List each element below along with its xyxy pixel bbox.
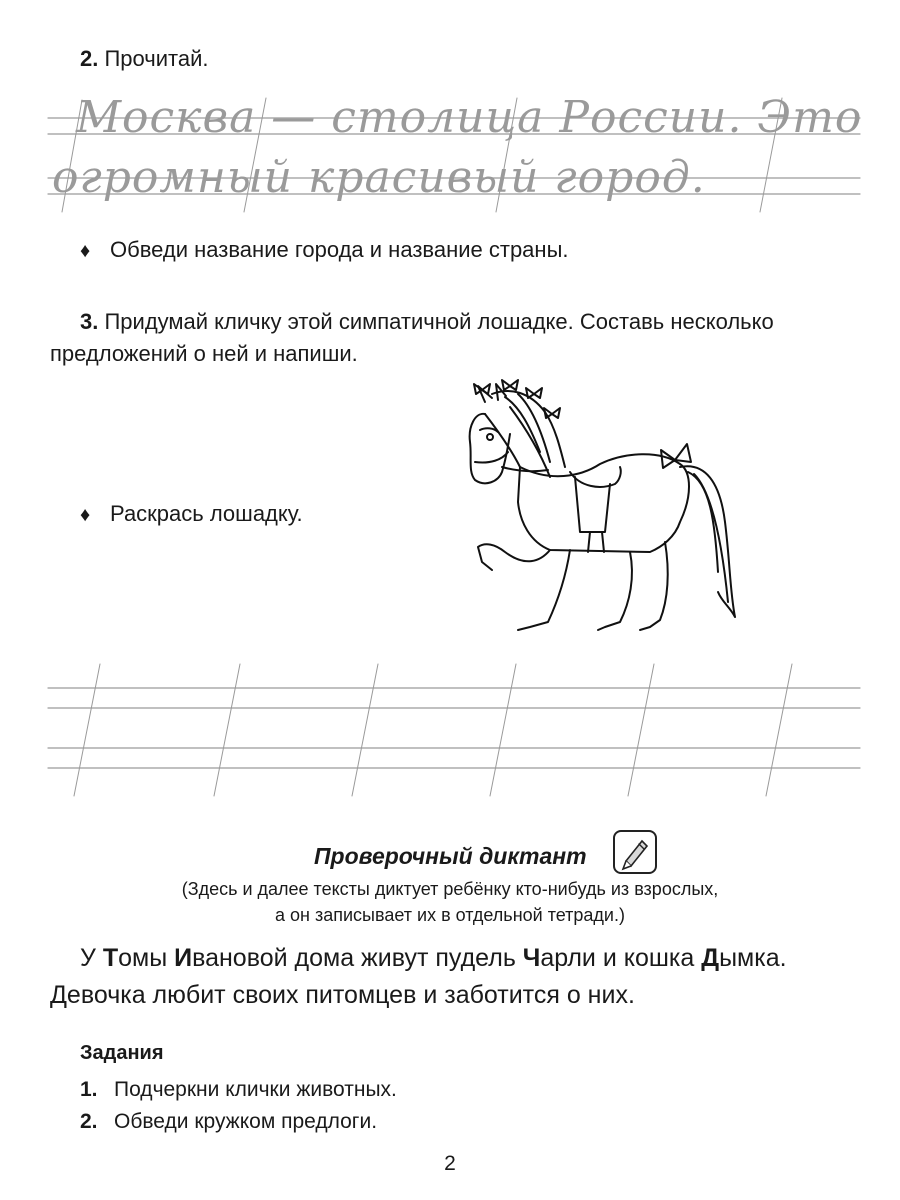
assignment-text: Подчеркни клички животных.	[114, 1078, 397, 1101]
dictation-title: Проверочный диктант	[314, 843, 587, 869]
pencil-icon	[612, 829, 658, 875]
dictation-text: вановой дома живут пудель	[192, 944, 523, 972]
diamond-icon: ♦	[80, 504, 91, 526]
copybook-line-1: Москва — столица России. Это	[76, 92, 863, 143]
instruction-circle-text: Обведи название города и название страны.	[110, 237, 569, 262]
horse-illustration	[430, 372, 750, 642]
list-item	[80, 1074, 397, 1106]
dictation-note-line-2: а он записывает их в отдельной тетради.)	[275, 905, 625, 925]
assignment-text: Обведи кружком предлоги.	[114, 1110, 378, 1133]
list-item	[80, 1106, 397, 1138]
dictation-capital: И	[174, 944, 193, 972]
dictation-text: омы	[118, 944, 175, 972]
dictation-capital: Ч	[522, 944, 541, 972]
task-2-number: 2.	[80, 46, 99, 71]
dictation-text: ымка.	[719, 944, 787, 972]
instruction-circle	[80, 234, 569, 267]
assignment-number: 1.	[80, 1078, 98, 1101]
task-2-text: Прочитай.	[104, 46, 209, 71]
diamond-icon: ♦	[80, 240, 91, 262]
task-3-number: 3.	[80, 309, 99, 334]
assignments-heading: Задания	[80, 1042, 164, 1064]
instruction-color	[80, 498, 303, 531]
task-3-line-1	[80, 306, 774, 338]
writing-lines	[0, 650, 900, 810]
dictation-capital: Д	[701, 944, 720, 972]
dictation-note-line-1: (Здесь и далее тексты диктует ребёнку кто-нибудь из взрослых,	[181, 879, 719, 899]
task-3-line-2: предложений о ней и напиши.	[50, 341, 358, 366]
dictation-capital: Т	[102, 944, 119, 972]
assignments-list	[80, 1074, 397, 1138]
page-number: 2	[444, 1152, 456, 1175]
assignment-number: 2.	[80, 1110, 98, 1133]
dictation-line-2: Девочка любит своих питомцев и заботится о них.	[50, 981, 635, 1009]
task-3-text-1: Придумай кличку этой симпатичной лошадке. Составь несколько	[104, 309, 774, 334]
instruction-color-text: Раскрась лошадку.	[110, 501, 303, 526]
dictation-text: У	[80, 944, 103, 972]
dictation-line-1	[80, 940, 787, 977]
copybook-line-2: огромный красивый город.	[52, 152, 706, 203]
dictation-text: арли и кошка	[540, 944, 702, 972]
dictation-note	[100, 876, 800, 928]
